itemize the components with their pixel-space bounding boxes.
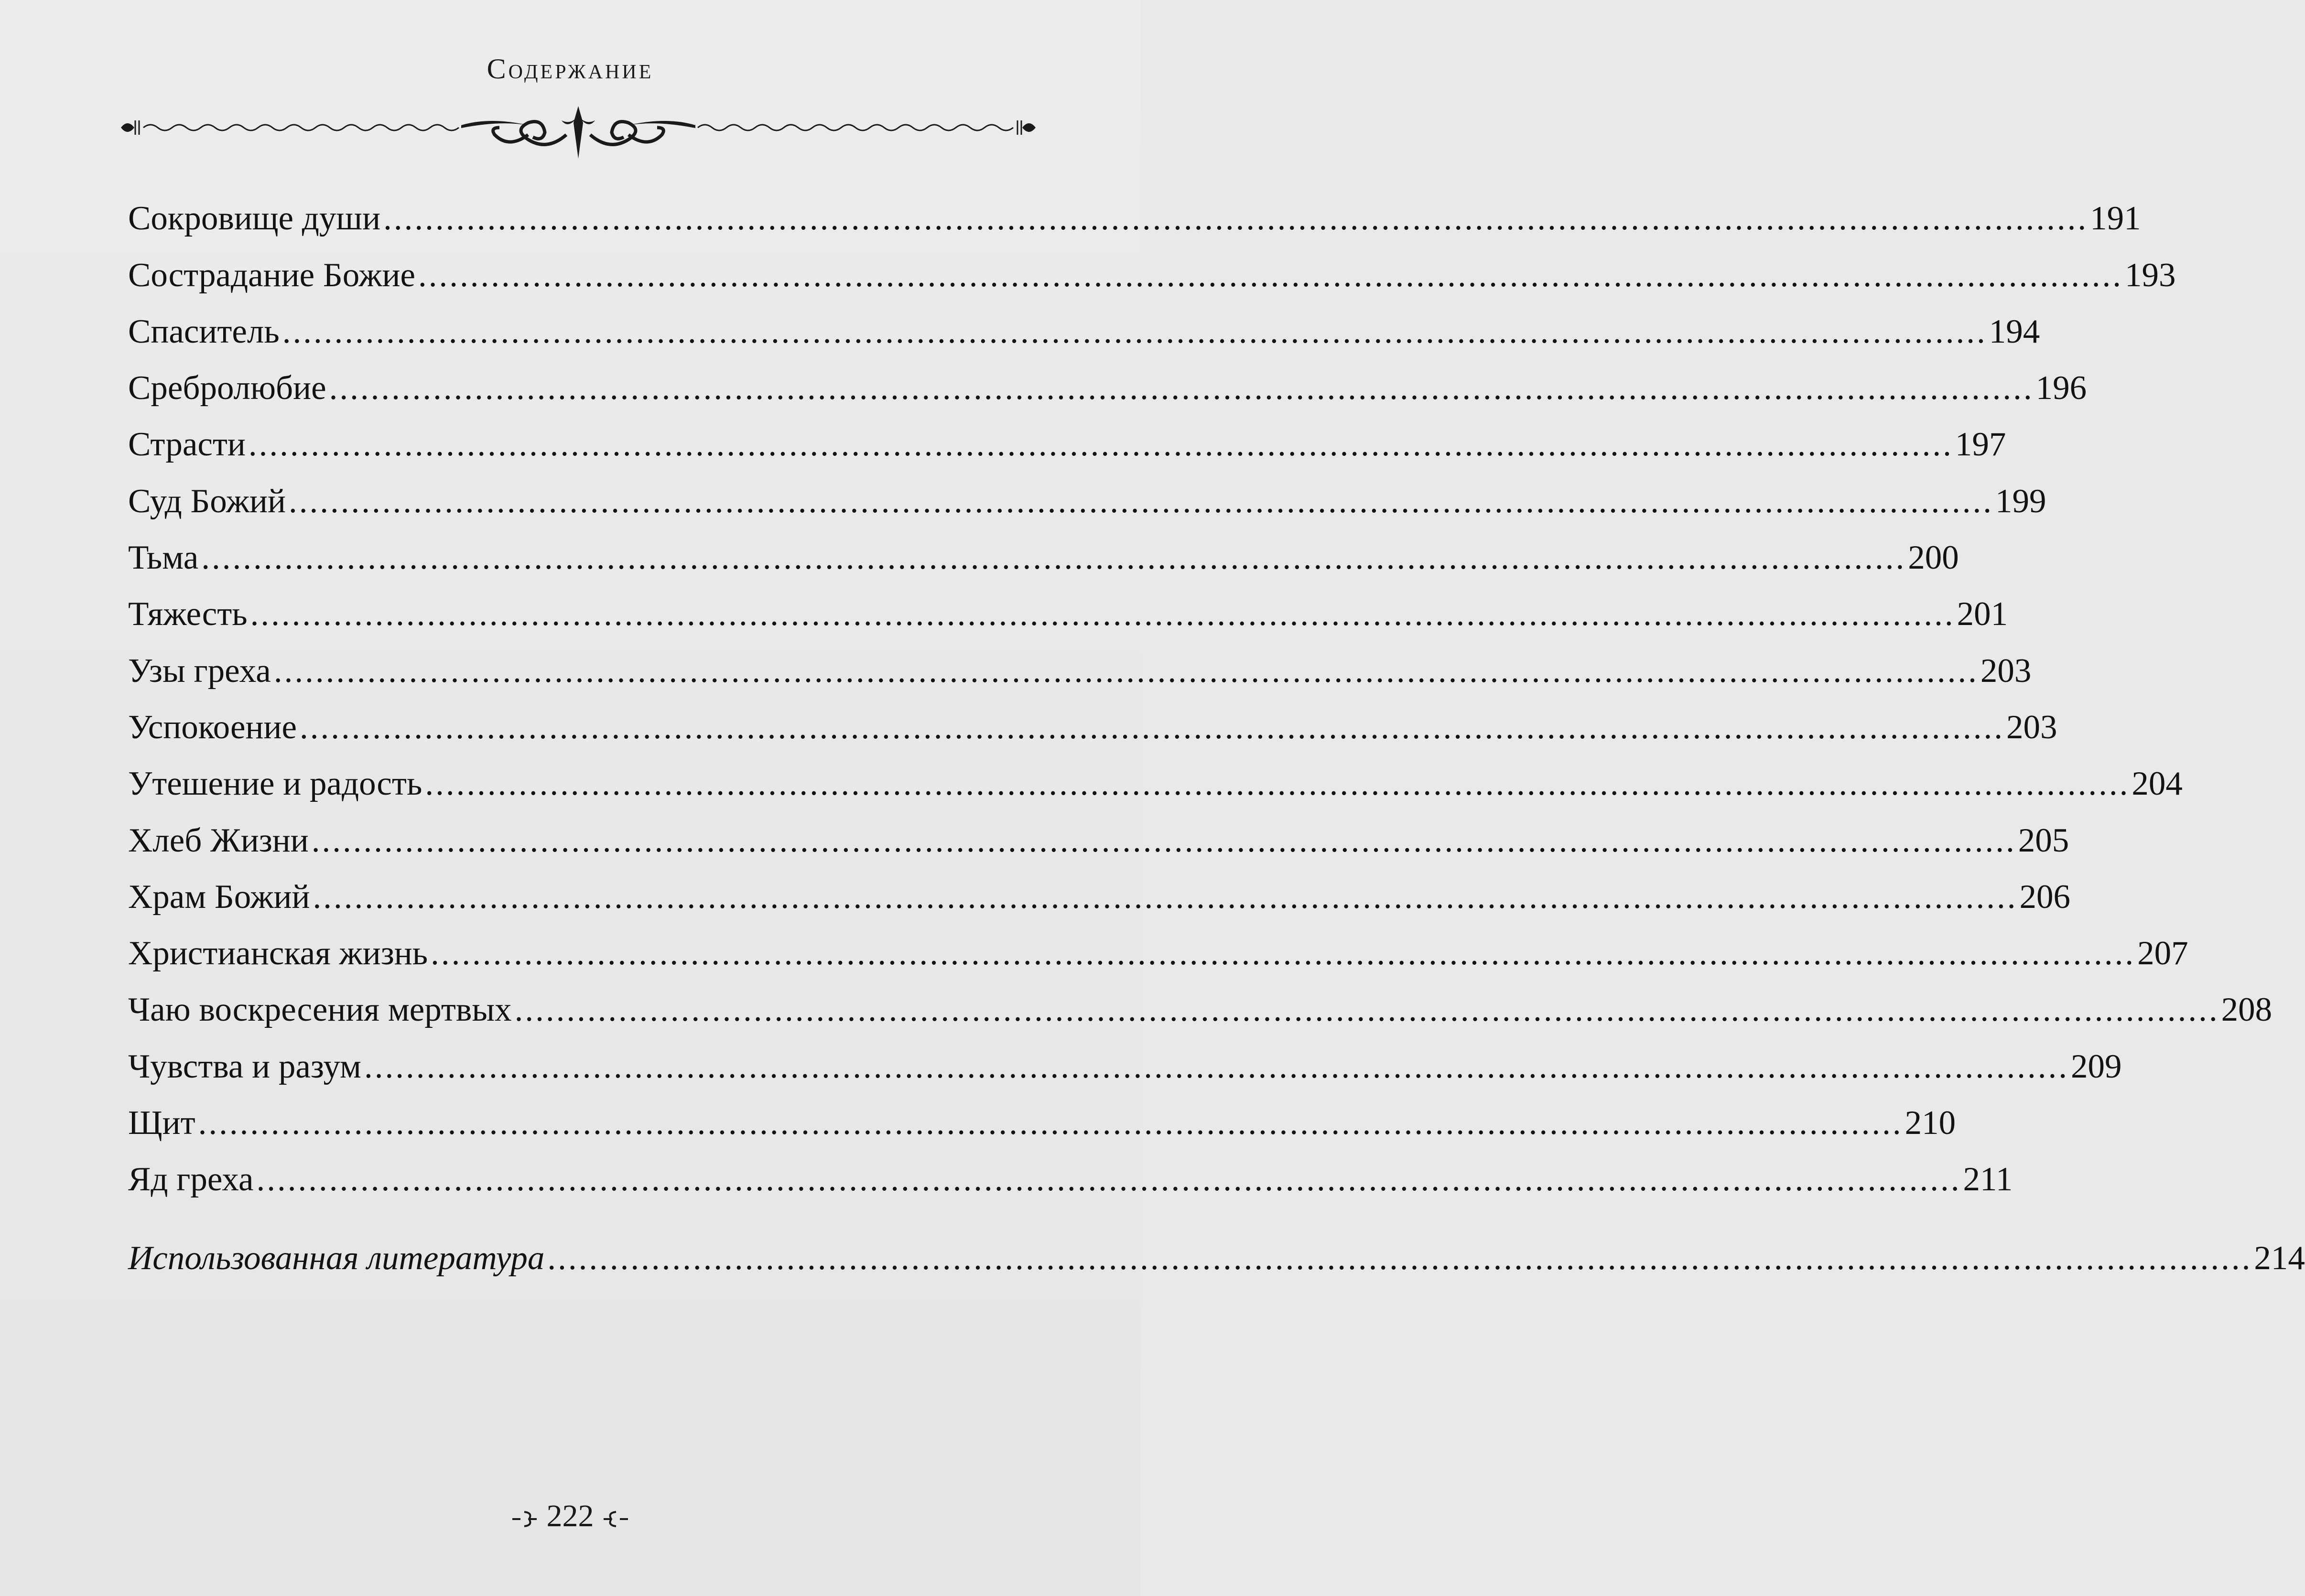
toc-entry-page: 204 [2132,765,2183,803]
dot-leader: .................................................................................................................................................................... [201,539,1906,577]
dot-leader: .................................................................................................................................................................... [300,708,2005,746]
toc-entry [128,801,2069,859]
left-flourish-icon [510,1507,539,1531]
dot-leader: .................................................................................................................................................................... [282,313,1987,350]
toc-entry-page: 199 [1995,482,2046,520]
toc-entry-title: Утешение и радость [128,765,422,803]
toc-entry-title: Тьма [128,539,199,577]
toc-entry-page: 209 [2070,1047,2122,1085]
toc-entry [128,914,2188,972]
toc-entry-title: Использованная литература [128,1239,545,1277]
toc-entry-title: Чаю воскресения мертвых [128,991,512,1029]
dot-leader: .................................................................................................................................................................... [313,878,2018,916]
right-flourish-icon [602,1507,630,1531]
toc-entry-page: 203 [1980,652,2032,690]
toc-entry-page: 206 [2019,878,2071,916]
toc-entry [128,518,1959,577]
flourish-ornament-icon [117,106,1039,168]
toc-entry [128,858,2071,916]
dot-leader: .................................................................................................................................................................... [248,426,1953,464]
toc-entry-page: 193 [2125,256,2176,294]
toc-entry [128,405,2006,464]
toc-entry-page: 214 [2254,1239,2305,1277]
page-footer [0,1498,1140,1534]
toc-entry [128,1027,2122,1085]
toc-entry-title: Храм Божий [128,878,310,916]
toc-entry-title: Чувства и разум [128,1047,361,1085]
toc-entry-page: 208 [2221,991,2273,1029]
toc-entry-title: Сребролюбие [128,369,326,407]
toc-entry-page: 200 [1908,539,1959,577]
dot-leader: .................................................................................................................................................................... [364,1047,2069,1085]
toc-entry [128,462,2046,520]
page-number: 222 [546,1499,594,1533]
dot-leader: .................................................................................................................................................................... [547,1239,2252,1277]
toc-entry-page: 196 [2035,369,2087,407]
toc-entry [128,1084,1956,1142]
dot-leader: .................................................................................................................................................................... [425,765,2130,803]
toc-entry-title: Спаситель [128,313,280,350]
dot-leader: .................................................................................................................................................................... [329,369,2034,407]
dot-leader: .................................................................................................................................................................... [256,1161,1961,1198]
toc-entry-title: Успокоение [128,708,297,746]
toc-entry [128,349,2087,407]
toc-entry-title: Яд греха [128,1161,254,1198]
toc-entry-title: Тяжесть [128,595,248,633]
toc-entry-title: Сострадание Божие [128,256,416,294]
toc-entry-title: Сокровище души [128,200,381,237]
dot-leader: .................................................................................................................................................................... [418,256,2123,294]
toc-entry [128,631,2032,690]
dot-leader: .................................................................................................................................................................... [431,935,2136,972]
toc-entry-page: 194 [1989,313,2040,350]
toc-entry [128,236,2176,294]
toc-entry-page: 203 [2006,708,2057,746]
toc-entry-page: 205 [2018,821,2069,859]
toc-entry [128,292,2040,350]
table-of-contents [128,179,2305,1277]
toc-entry-page: 201 [1957,595,2008,633]
toc-entry-title: Суд Божий [128,482,286,520]
toc-entry-page: 211 [1963,1161,2013,1198]
dot-leader: .................................................................................................................................................................... [514,991,2219,1029]
toc-entry [128,575,2008,633]
dot-leader: .................................................................................................................................................................... [250,595,1955,633]
dot-leader: .................................................................................................................................................................... [273,652,1979,690]
toc-entry-title: Христианская жизнь [128,935,428,972]
toc-entry-title: Хлеб Жизни [128,821,309,859]
toc-entry [128,179,2141,237]
toc-entry-page: 197 [1955,426,2006,464]
running-header: Содержание [487,53,654,85]
toc-entry [128,744,2183,803]
dot-leader: .................................................................................................................................................................... [289,482,1994,520]
toc-entry [128,971,2273,1029]
toc-entry-page: 207 [2137,935,2188,972]
dot-leader: .................................................................................................................................................................... [198,1104,1903,1142]
toc-entry-page: 191 [2090,200,2141,237]
toc-entry-bibliography [128,1219,2305,1277]
dot-leader: .................................................................................................................................................................... [311,821,2016,859]
toc-entry-title: Узы греха [128,652,271,690]
toc-entry-page: 210 [1905,1104,1956,1142]
toc-entry-title: Щит [128,1104,195,1142]
dot-leader: .................................................................................................................................................................... [383,200,2089,237]
toc-entry [128,1140,2013,1198]
toc-entry [128,688,2057,746]
toc-entry-title: Страсти [128,426,246,464]
